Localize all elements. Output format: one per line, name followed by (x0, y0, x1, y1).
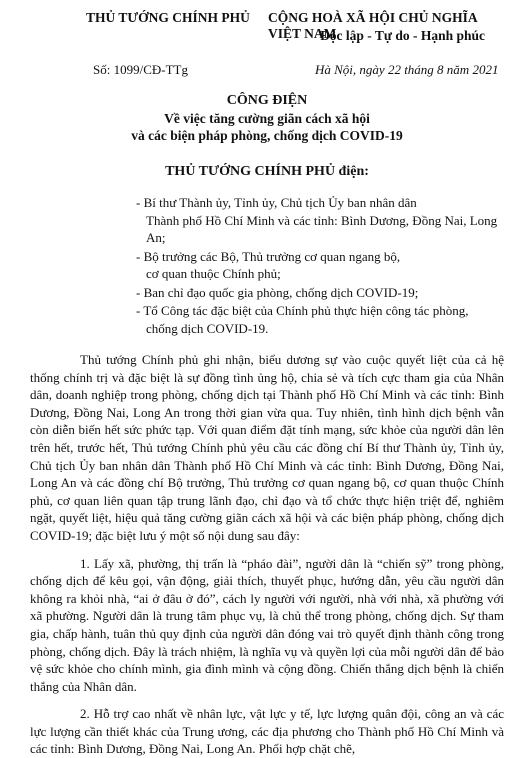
recipient-line: - Ban chỉ đạo quốc gia phòng, chống dịch COVID-19; (136, 284, 419, 300)
subject-line: và các biện pháp phòng, chống dịch COVID-19 (131, 128, 403, 143)
body-paragraph: Thủ tướng Chính phủ ghi nhận, biểu dương sự vào cuộc quyết liệt của cả hệ thống chính trị và đặc biệt là sự đồng tình ủng hộ, chia sẻ và tích cực tham gia của Nhân dân, doanh nghiệp trong phòng, chống dịch tại Thành phố Hồ Chí Minh và các tỉnh: Bình Dương, Đồng Nai, Long An trong thời gian vừa qua. Tuy nhiên, tình hình dịch bệnh vẫn còn diễn biến hết sức phức tạp. Với quan điểm đặt tính mạng, sức khỏe của người dân lên trên hết, trước hết, Thủ tướng Chính phủ yêu cầu các đồng chí Bí thư Thành ủy, Tỉnh ủy, Chủ tịch Ủy ban nhân dân Thành phố Hồ Chí Minh và các tỉnh: Bình Dương, Đồng Nai, Long An và các đồng chí Bộ trưởng, Thủ trưởng cơ quan ngang bộ, cơ quan thuộc Chính phủ, cơ quan liên quan tập trung lãnh đạo, chỉ đạo và tổ chức thực hiện triệt để, nghiêm ngặt, quyết liệt, hiệu quả tăng cường giãn cách xã hội và các biện pháp phòng, chống dịch COVID-19; đặc biệt lưu ý một số nội dung sau đây: (30, 352, 504, 543)
issuing-organization: THỦ TƯỚNG CHÍNH PHỦ (86, 10, 250, 25)
recipient-item (136, 194, 504, 247)
national-title: CỘNG HOÀ XÃ HỘI CHỦ NGHĨA VIỆT NAM (268, 10, 477, 41)
subject-line: Về việc tăng cường giãn cách xã hội (164, 111, 370, 126)
document-header (30, 0, 504, 88)
recipient-line: Thành phố Hồ Chí Minh và các tỉnh: Bình Dương, Đồng Nai, Long An; (146, 212, 498, 245)
recipient-item (136, 248, 504, 283)
recipient-line: - Bộ trưởng các Bộ, Thủ trưởng cơ quan ngang bộ, (136, 248, 401, 264)
recipient-item (136, 302, 504, 337)
recipient-line: chống dịch COVID-19. (146, 320, 269, 336)
recipient-line: cơ quan thuộc Chính phủ; (146, 266, 281, 281)
recipient-item (136, 284, 504, 302)
body-paragraph: 2. Hỗ trợ cao nhất về nhân lực, vật lực y tế, lực lượng quân đội, công an và các lực lượng cần thiết khác của Trung ương, các địa phương cho Thành phố Hồ Chí Minh và các tỉnh: Bình Dương, Đồng Nai, Long An. Phối hợp chặt chẽ, (30, 706, 504, 757)
document-subject (30, 110, 504, 144)
recipient-line: - Tổ Công tác đặc biệt của Chính phủ thực hiện công tác phòng, (136, 303, 469, 318)
body-paragraph: 1. Lấy xã, phường, thị trấn là “pháo đài”, người dân là “chiến sỹ” trong phòng, chống dịch để kêu gọi, vận động, giải thích, thuyết phục, hướng dẫn, yêu cầu người dân không ra khỏi nhà, “ai ở đâu ở đó”, cách ly người với người, nhà với nhà, xã phường với xã phường. Người dân là trung tâm phục vụ, là chủ thể trong phòng, chống dịch. Sự tham gia, chấp hành, tuân thủ quy định của người dân đóng vai trò quyết định thành công trong phòng, chống dịch. Đây là trách nhiệm, là nghĩa vụ và quyền lợi của mỗi người dân để bảo vệ sức khỏe cho chính mình, gia đình mình và cộng đồng. Chiến thắng dịch bệnh là chiến thắng của Nhân dân. (30, 555, 504, 694)
document-number: Số: 1099/CĐ-TTg (93, 62, 188, 77)
recipient-line: - Bí thư Thành ủy, Tỉnh ủy, Chủ tịch Ủy ban nhân dân (136, 195, 417, 210)
recipient-list (30, 194, 504, 337)
dateline: Hà Nội, ngày 22 tháng 8 năm 2021 (315, 62, 499, 77)
document-title: CÔNG ĐIỆN (226, 93, 308, 108)
addressee-heading: THỦ TƯỚNG CHÍNH PHỦ điện: (165, 164, 369, 179)
national-motto: Độc lập - Tự do - Hạnh phúc (320, 28, 486, 43)
